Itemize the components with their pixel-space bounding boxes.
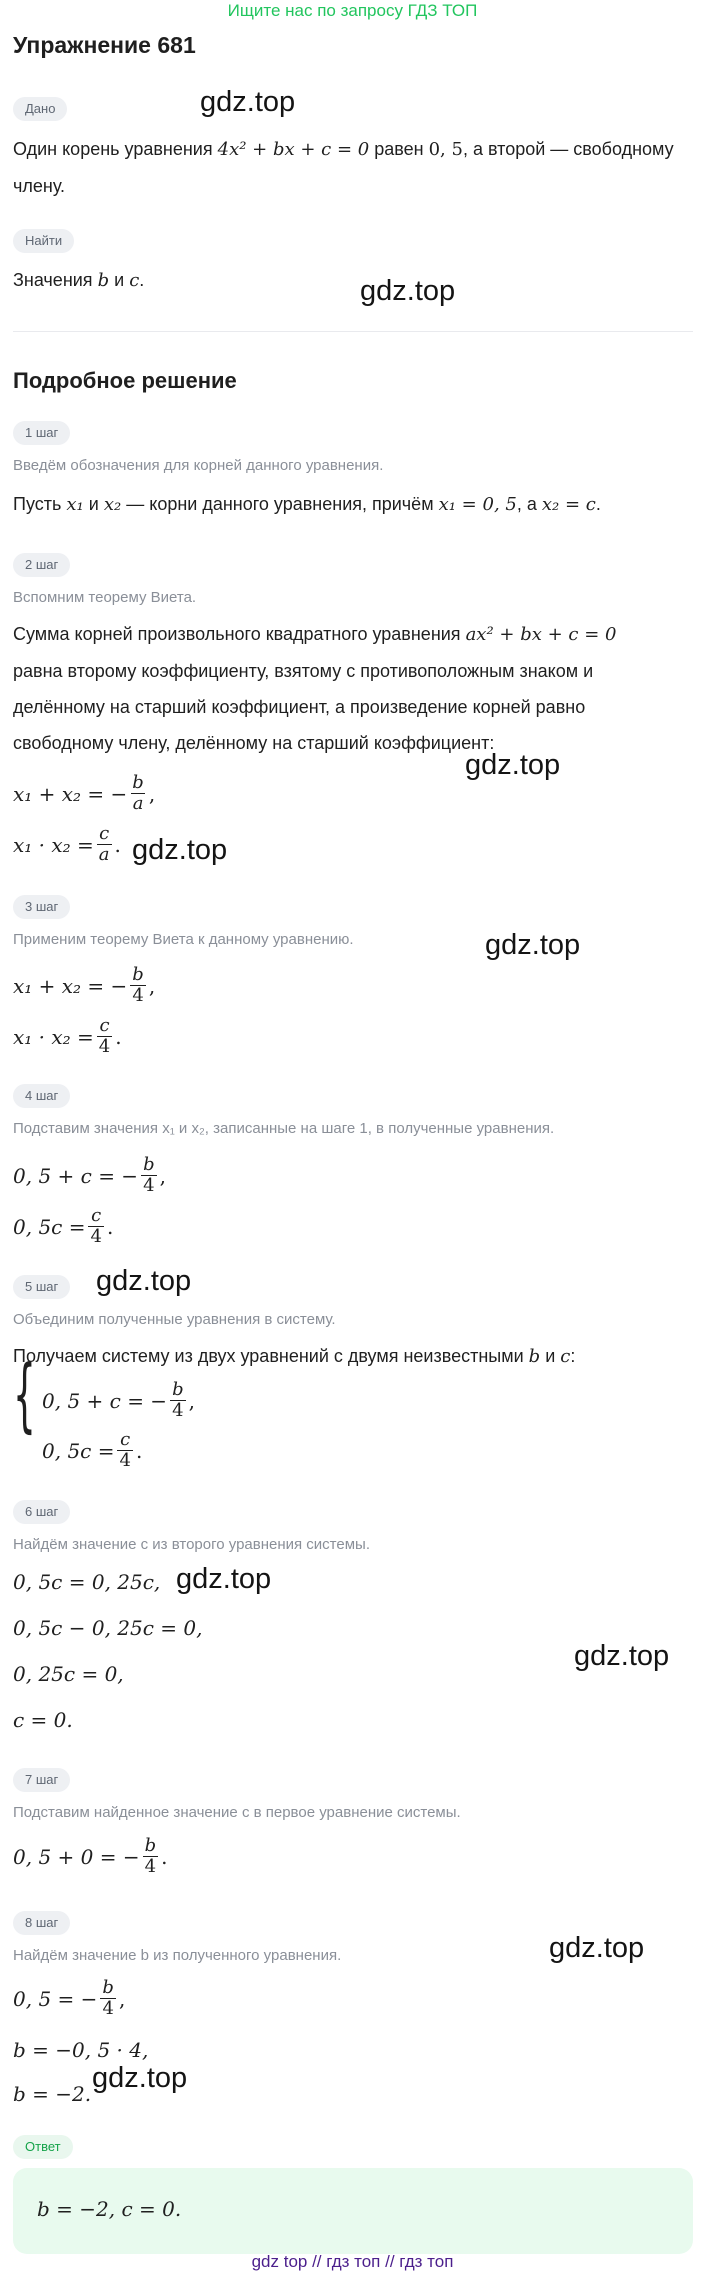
page-title: Упражнение 681 [13, 32, 196, 58]
search-banner[interactable]: Ищите нас по запросу ГДЗ ТОП [227, 1, 478, 20]
formula: b = −0, 5 · 4, [13, 2038, 149, 2062]
system-brace: { [13, 1348, 36, 1441]
formula: x₁ · x₂ = $\frac{c}{4}$ . [13, 1015, 122, 1057]
step-chip: 6 шаг [13, 1500, 70, 1524]
formula: x₁ · x₂ = $\frac{c}{a}$ . [13, 823, 121, 865]
fraction: $\frac{b}{4}$ [143, 1154, 155, 1196]
formula: 0, 5c = $\frac{c}{4}$ . [13, 1205, 114, 1247]
watermark: gdz.top [465, 749, 561, 781]
answer-text: b = −2, c = 0. [37, 2197, 182, 2221]
step-chip: 1 шаг [13, 421, 70, 445]
watermark: gdz.top [485, 929, 581, 961]
step-chip: 4 шаг [13, 1084, 70, 1108]
step-text: Получаем систему из двух уравнений с двумя неизвестными b и c: [13, 1346, 576, 1367]
watermark: gdz.top [574, 1640, 670, 1672]
formula: 0, 5 + c = − $\frac{b}{4}$ , [13, 1154, 166, 1196]
formula: 0, 5 = − $\frac{b}{4}$ , [13, 1977, 126, 2019]
fraction: $\frac{c}{4}$ [90, 1205, 102, 1247]
step-hint: Подставим значения x₁ и x₂, записанные на шаге 1, в полученные уравнения. [13, 1120, 555, 1137]
watermark: gdz.top [200, 86, 296, 118]
step-chip: 3 шаг [13, 895, 70, 919]
step-chip: 7 шаг [13, 1768, 70, 1792]
watermark: gdz.top [92, 2062, 188, 2094]
fraction: $\frac{c}{4}$ [119, 1429, 131, 1471]
formula: x₁ + x₂ = − $\frac{b}{a}$ , [13, 772, 156, 814]
given-chip: Дано [13, 97, 67, 121]
formula: 0, 5c = $\frac{c}{4}$ . [42, 1429, 143, 1471]
formula: c = 0. [13, 1708, 73, 1732]
step-hint: Применим теорему Виета к данному уравнению. [13, 931, 354, 948]
find-chip: Найти [13, 229, 74, 253]
fraction: $\frac{b}{4}$ [172, 1379, 184, 1421]
step-chip: 5 шаг [13, 1275, 70, 1299]
formula: 0, 5 + 0 = − $\frac{b}{4}$ . [13, 1835, 168, 1877]
fraction: $\frac{c}{a}$ [98, 823, 110, 865]
step-hint: Объединим полученные уравнения в систему. [13, 1311, 336, 1328]
footer-links[interactable]: gdz top // гдз топ // гдз топ [251, 2252, 454, 2271]
formula: 0, 5c = 0, 25c, [13, 1570, 161, 1594]
formula: b = −2. [13, 2082, 92, 2106]
divider [13, 331, 693, 332]
answer-chip: Ответ [13, 2135, 73, 2159]
step-chip: 2 шаг [13, 553, 70, 577]
find-text: Значения b и c. [13, 270, 145, 291]
fraction: $\frac{b}{a}$ [132, 772, 144, 814]
watermark: gdz.top [176, 1563, 272, 1595]
given-text: Один корень уравнения 4x² + bx + c = 0 равен 0, 5, а второй — свободному члену. [13, 139, 674, 196]
watermark: gdz.top [360, 275, 456, 307]
step-hint: Найдём значение b из полученного уравнения. [13, 1947, 342, 1964]
step-hint: Вспомним теорему Виета. [13, 589, 197, 606]
step-chip: 8 шаг [13, 1911, 70, 1935]
formula: 0, 5 + c = − $\frac{b}{4}$ , [42, 1379, 195, 1421]
formula: x₁ + x₂ = − $\frac{b}{4}$ , [13, 964, 156, 1006]
answer-box [13, 2168, 693, 2254]
step-hint: Введём обозначения для корней данного уравнения. [13, 457, 384, 474]
fraction: $\frac{b}{4}$ [102, 1977, 114, 2019]
watermark: gdz.top [132, 834, 228, 866]
fraction: $\frac{b}{4}$ [132, 964, 144, 1006]
formula: 0, 5c − 0, 25c = 0, [13, 1616, 203, 1640]
fraction: $\frac{c}{4}$ [98, 1015, 111, 1057]
formula: 0, 25c = 0, [13, 1662, 124, 1686]
watermark: gdz.top [96, 1265, 192, 1297]
step-hint: Найдём значение c из второго уравнения системы. [13, 1536, 370, 1553]
watermark: gdz.top [549, 1932, 645, 1964]
step-text: Пусть x₁ и x₂ — корни данного уравнения, причём x₁ = 0, 5, а x₂ = c. [13, 494, 601, 515]
step-hint: Подставим найденное значение c в первое уравнение системы. [13, 1804, 461, 1821]
step-text: Сумма корней произвольного квадратного уравнения ax² + bx + c = 0 равна второму коэффициенту, взятому с противоположным знаком и делённому на старший коэффициент, а произведение корней равно свободному члену, делённому на старший коэффициент: [13, 624, 617, 753]
solution-title: Подробное решение [13, 368, 237, 393]
fraction: $\frac{b}{4}$ [144, 1835, 157, 1877]
